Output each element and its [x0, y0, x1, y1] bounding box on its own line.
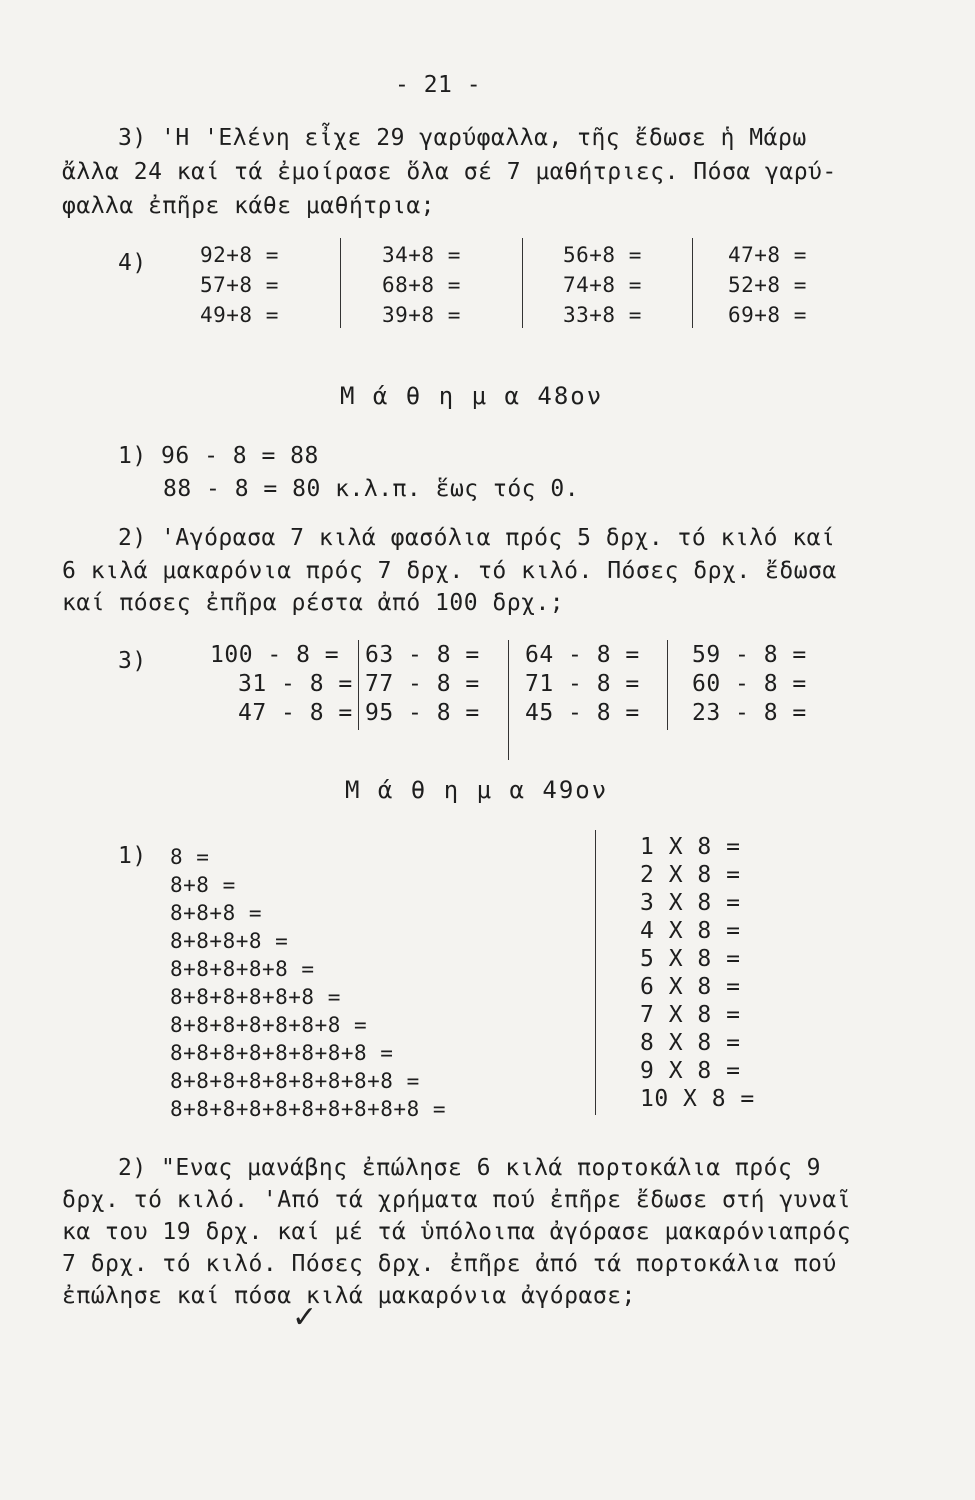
equation: 95 - 8 = — [365, 700, 480, 726]
equation: 60 - 8 = — [692, 671, 807, 697]
text-line: 6 κιλά μακαρόνια πρός 7 δρχ. τό κιλό. Πόσες δρχ. ἔδωσα — [62, 558, 837, 584]
text-line: 7 δρχ. τό κιλό. Πόσες δρχ. ἐπῆρε ἀπό τά πορτοκάλια πού — [62, 1251, 837, 1277]
text-line: 2) "Ενας μανάβης ἐπώλησε 6 κιλά πορτοκάλια πρός 9 — [118, 1155, 822, 1181]
equation: 59 - 8 = — [692, 642, 807, 668]
exercise-label: 1) — [118, 843, 147, 869]
text-line: δρχ. τό κιλό. 'Από τά χρήματα πού ἐπῆρε ἔδωσε στή γυναῖ — [62, 1187, 852, 1213]
equation: 31 - 8 = — [238, 671, 353, 697]
equation: 100 - 8 = — [210, 642, 340, 668]
equation: 57+8 = — [200, 273, 279, 297]
column-divider — [692, 238, 693, 328]
product-line: 9 X 8 = — [640, 1058, 741, 1084]
product-line: 10 X 8 = — [640, 1086, 755, 1112]
text-line: καί πόσες ἐπῆρα ρέστα ἀπό 100 δρχ.; — [62, 590, 565, 616]
equation: 39+8 = — [382, 303, 461, 327]
equation: 23 - 8 = — [692, 700, 807, 726]
sum-line: 8 = — [170, 845, 210, 869]
column-divider — [667, 640, 668, 730]
sum-line: 8+8+8+8+8+8+8 = — [170, 1013, 368, 1037]
column-divider — [358, 640, 359, 730]
equation: 77 - 8 = — [365, 671, 480, 697]
text-line: 3) 'Η 'Ελένη εἶχε 29 γαρύφαλλα, τῆς ἔδωσε ἡ Μάρω — [118, 125, 807, 151]
equation: 68+8 = — [382, 273, 461, 297]
equation: 74+8 = — [563, 273, 642, 297]
text-line: ἐπώλησε καί πόσα κιλά μακαρόνια ἀγόρασε; — [62, 1283, 636, 1309]
text-line: ἄλλα 24 καί τά ἐμοίρασε ὅλα σέ 7 μαθήτριες. Πόσα γαρύ- — [62, 159, 837, 185]
equation: 69+8 = — [728, 303, 807, 327]
lesson-49-title: Μ ά θ η μ α 49ον — [345, 776, 609, 804]
product-line: 7 X 8 = — [640, 1002, 741, 1028]
equation: 47+8 = — [728, 243, 807, 267]
text-line: φαλλα ἐπῆρε κάθε μαθήτρια; — [62, 193, 436, 219]
column-divider — [508, 640, 509, 760]
sum-line: 8+8+8 = — [170, 901, 263, 925]
product-line: 1 X 8 = — [640, 834, 741, 860]
column-divider — [595, 830, 596, 1115]
sum-line: 8+8+8+8+8+8+8+8+8 = — [170, 1069, 420, 1093]
equation: 64 - 8 = — [525, 642, 640, 668]
equation: 52+8 = — [728, 273, 807, 297]
product-line: 3 X 8 = — [640, 890, 741, 916]
product-line: 4 X 8 = — [640, 918, 741, 944]
equation: 63 - 8 = — [365, 642, 480, 668]
lesson-48-title: Μ ά θ η μ α 48ον — [340, 382, 604, 410]
equation: 45 - 8 = — [525, 700, 640, 726]
sum-line: 8+8+8+8 = — [170, 929, 289, 953]
sum-line: 8+8 = — [170, 873, 236, 897]
equation: 71 - 8 = — [525, 671, 640, 697]
text-line: 1) 96 - 8 = 88 — [118, 443, 319, 469]
column-divider — [340, 238, 341, 328]
sum-line: 8+8+8+8+8+8+8+8+8+8 = — [170, 1097, 447, 1121]
text-line: 88 - 8 = 80 κ.λ.π. ἕως τός 0. — [163, 476, 580, 502]
equation: 47 - 8 = — [238, 700, 353, 726]
text-line: κα του 19 δρχ. καί μέ τά ὑπόλοιπα ἀγόρασε μακαρόνιαπρός — [62, 1219, 852, 1245]
equation: 56+8 = — [563, 243, 642, 267]
product-line: 5 X 8 = — [640, 946, 741, 972]
equation: 33+8 = — [563, 303, 642, 327]
product-line: 6 X 8 = — [640, 974, 741, 1000]
exercise-label: 4) — [118, 250, 147, 276]
equation: 92+8 = — [200, 243, 279, 267]
check-mark-icon: ✓ — [292, 1300, 318, 1335]
page-number: - 21 - — [395, 72, 482, 98]
column-divider — [522, 238, 523, 328]
equation: 34+8 = — [382, 243, 461, 267]
sum-line: 8+8+8+8+8+8+8+8 = — [170, 1041, 394, 1065]
exercise-label: 3) — [118, 648, 147, 674]
product-line: 8 X 8 = — [640, 1030, 741, 1056]
sum-line: 8+8+8+8+8 = — [170, 957, 315, 981]
product-line: 2 X 8 = — [640, 862, 741, 888]
text-line: 2) 'Αγόρασα 7 κιλά φασόλια πρός 5 δρχ. τό κιλό καί — [118, 525, 836, 551]
equation: 49+8 = — [200, 303, 279, 327]
sum-line: 8+8+8+8+8+8 = — [170, 985, 341, 1009]
